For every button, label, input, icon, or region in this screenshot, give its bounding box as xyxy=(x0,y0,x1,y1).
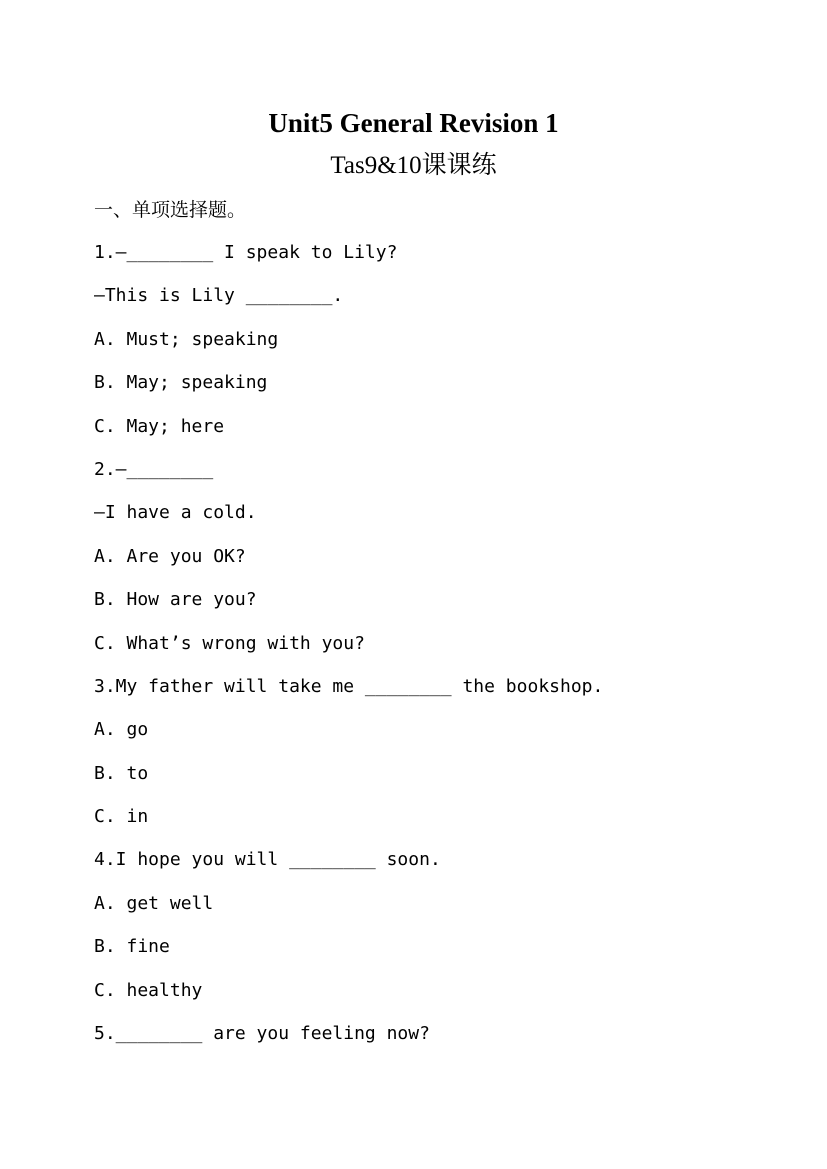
document-title: Unit5 General Revision 1 xyxy=(268,108,559,138)
question-4-option-c: C. healthy xyxy=(94,979,203,1001)
question-2-prompt: 2.—________ xyxy=(94,458,214,480)
question-1-option-c: C. May; here xyxy=(94,415,225,437)
question-1-option-a: A. Must; speaking xyxy=(94,328,279,350)
question-1-prompt: 1.—________ I speak to Lily? xyxy=(94,242,398,263)
question-4-prompt: 4.I hope you will ________ soon. xyxy=(94,849,441,871)
section-heading: 一、单项选择题。 xyxy=(94,199,247,221)
question-2-option-a: A. Are you OK? xyxy=(94,545,246,567)
question-3-option-a: A. go xyxy=(94,719,149,741)
question-2-option-b: B. How are you? xyxy=(94,589,257,611)
question-3-option-c: C. in xyxy=(94,806,149,828)
question-4-option-b: B. fine xyxy=(94,936,170,958)
question-1-option-b: B. May; speaking xyxy=(94,372,268,394)
question-2-response: —I have a cold. xyxy=(94,502,257,524)
document-subtitle: Tas9&10课课练 xyxy=(330,152,497,179)
question-4-option-a: A. get well xyxy=(94,892,214,914)
question-2-option-c: C. What’s wrong with you? xyxy=(94,632,365,654)
question-list xyxy=(94,239,794,1063)
question-5-prompt: 5.________ are you feeling now? xyxy=(94,1023,430,1045)
question-3-prompt: 3.My father will take me ________ the bookshop. xyxy=(94,675,604,697)
question-3-option-b: B. to xyxy=(94,762,149,784)
question-1-response: —This is Lily ________. xyxy=(94,285,344,307)
